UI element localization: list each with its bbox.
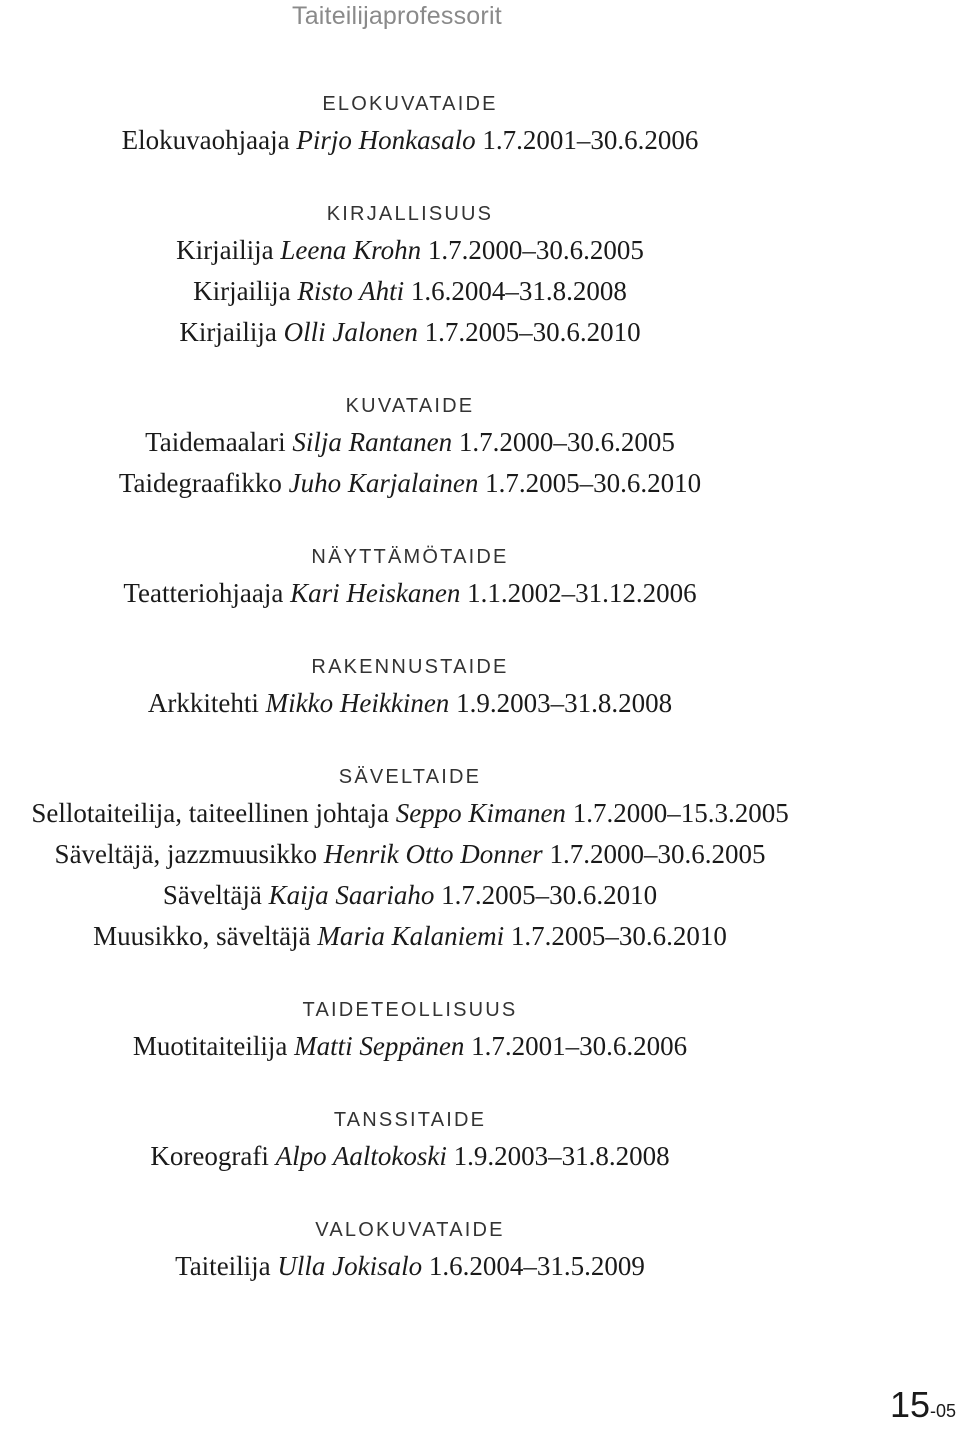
professor-entry (0, 916, 820, 957)
professor-entry (0, 422, 820, 463)
professor-period: 1.7.2000–30.6.2005 (458, 427, 675, 457)
section-heading: VALOKUVATAIDE (315, 1219, 505, 1241)
professor-title: Elokuvaohjaaja (121, 125, 290, 155)
professor-entry (0, 683, 820, 724)
section-heading: NÄYTTÄMÖTAIDE (311, 546, 509, 568)
issue-number: -05 (929, 1401, 956, 1421)
professor-entry (0, 120, 820, 161)
professor-title: Kirjailija (179, 317, 277, 347)
professor-entry (0, 1026, 820, 1067)
section-heading: KIRJALLISUUS (326, 203, 494, 225)
professor-entry (0, 573, 820, 614)
section (0, 88, 820, 161)
section-heading: ELOKUVATAIDE (322, 93, 498, 115)
section-heading: KUVATAIDE (345, 395, 475, 417)
section (0, 198, 820, 353)
section (0, 761, 820, 957)
professor-period: 1.7.2005–30.6.2010 (424, 317, 641, 347)
professor-title: Koreografi (150, 1141, 269, 1171)
professor-title: Taidegraafikko (118, 468, 282, 498)
page-number-value: 15 (889, 1384, 930, 1425)
professor-period: 1.6.2004–31.5.2009 (428, 1251, 645, 1281)
professor-title: Säveltäjä, jazzmuusikko (54, 839, 317, 869)
professor-name: Pirjo Honkasalo (296, 125, 476, 155)
professor-entry (0, 834, 820, 875)
professor-entry (0, 230, 820, 271)
professor-period: 1.7.2001–30.6.2006 (482, 125, 699, 155)
professor-name: Kari Heiskanen (290, 578, 461, 608)
section-heading: RAKENNUSTAIDE (311, 656, 509, 678)
professor-period: 1.6.2004–31.8.2008 (410, 276, 627, 306)
professor-period: 1.7.2000–30.6.2005 (549, 839, 766, 869)
professor-name: Kaija Saariaho (268, 880, 435, 910)
professor-entry (0, 312, 820, 353)
section (0, 651, 820, 724)
professor-name: Mikko Heikkinen (265, 688, 450, 718)
professor-period: 1.1.2002–31.12.2006 (467, 578, 697, 608)
professor-title: Kirjailija (176, 235, 274, 265)
professor-period: 1.7.2000–30.6.2005 (427, 235, 644, 265)
professor-entry (0, 1136, 820, 1177)
section (0, 390, 820, 504)
professor-period: 1.7.2005–30.6.2010 (510, 921, 727, 951)
professor-period: 1.9.2003–31.8.2008 (456, 688, 673, 718)
professor-title: Kirjailija (193, 276, 291, 306)
professor-title: Taidemaalari (145, 427, 286, 457)
section (0, 1104, 820, 1177)
professor-name: Maria Kalaniemi (317, 921, 505, 951)
professor-name: Juho Karjalainen (288, 468, 479, 498)
professor-entry (0, 463, 820, 504)
section-heading: TAIDETEOLLISUUS (302, 999, 518, 1021)
professor-title: Muusikko, säveltäjä (93, 921, 311, 951)
professor-period: 1.7.2005–30.6.2010 (485, 468, 702, 498)
professor-title: Säveltäjä (162, 880, 262, 910)
professor-period: 1.7.2001–30.6.2006 (471, 1031, 688, 1061)
professor-name: Matti Seppänen (294, 1031, 465, 1061)
professor-entry (0, 793, 820, 834)
professor-title: Teatteriohjaaja (123, 578, 284, 608)
section (0, 994, 820, 1067)
professor-title: Muotitaiteilija (132, 1031, 288, 1061)
professor-period: 1.7.2005–30.6.2010 (441, 880, 658, 910)
section-heading: SÄVELTAIDE (338, 766, 482, 788)
professor-period: 1.7.2000–15.3.2005 (572, 798, 789, 828)
professor-name: Risto Ahti (297, 276, 405, 306)
professor-name: Seppo Kimanen (395, 798, 566, 828)
professor-name: Olli Jalonen (283, 317, 418, 347)
professor-entry (0, 875, 820, 916)
professor-entry (0, 271, 820, 312)
professor-title: Taiteilija (175, 1251, 271, 1281)
professor-name: Alpo Aaltokoski (275, 1141, 447, 1171)
professor-period: 1.9.2003–31.8.2008 (453, 1141, 670, 1171)
professor-name: Leena Krohn (280, 235, 422, 265)
section (0, 1214, 820, 1287)
section-heading: TANSSITAIDE (333, 1109, 487, 1131)
professor-name: Silja Rantanen (292, 427, 453, 457)
running-head: Taiteilijaprofessorit (292, 2, 502, 30)
professor-name: Ulla Jokisalo (277, 1251, 423, 1281)
professor-list (0, 88, 820, 1324)
professor-title: Sellotaiteilija, taiteellinen johtaja (31, 798, 389, 828)
professor-name: Henrik Otto Donner (323, 839, 543, 869)
professor-title: Arkkitehti (147, 688, 259, 718)
page-number (890, 1385, 956, 1433)
section (0, 541, 820, 614)
professor-entry (0, 1246, 820, 1287)
